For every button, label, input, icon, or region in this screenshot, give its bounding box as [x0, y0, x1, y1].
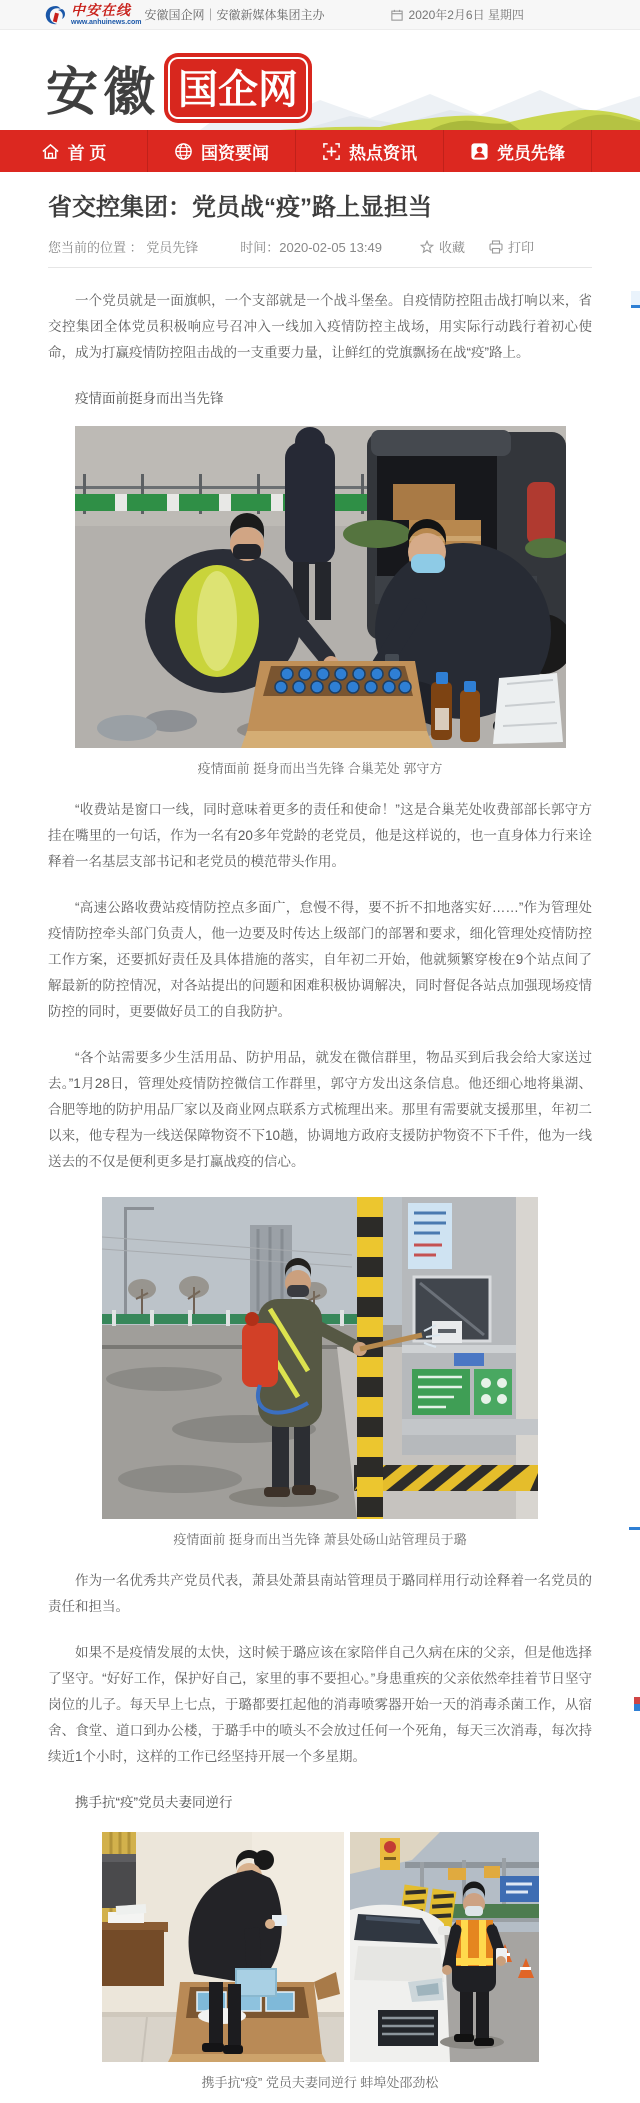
- paragraph-6: 如果不是疫情发展的太快，这时候于璐应该在家陪伴自己久病在床的父亲，但是他选择了坚守。“好好工作，保护好自己，家里的事不要担心。”身患重疾的父亲依然牵挂着节日坚守岗位的儿子。每天早上七点，于璐都要扛起他的消毒喷雾器开始一天的消毒杀菌工作，从宿舍、食堂、道口到办公楼，于璐手中的喷头不会放过任何一个死角，每天三次消毒，每次持续近1个小时，这样的工作已经坚持开展一个多星期。: [48, 1645, 592, 1764]
- calendar-icon: [391, 9, 403, 21]
- section-subtitle-1: 疫情面前挺身而出当先锋: [75, 391, 224, 406]
- nav-item-partial[interactable]: [592, 130, 640, 172]
- nav-label: 党员先锋: [497, 143, 565, 163]
- party-member-icon: [470, 142, 489, 161]
- page-title: 省交控集团：党员战“疫”路上显担当: [48, 194, 432, 221]
- photo-3-figure: [102, 1832, 539, 2091]
- article-meta-bar: [48, 237, 592, 268]
- top-bar: [0, 0, 640, 30]
- article-container: [0, 192, 640, 2091]
- logo-url: www.anhuinews.com: [71, 19, 142, 26]
- globe-icon: [174, 142, 193, 161]
- nav-item-party-pioneer[interactable]: [444, 130, 592, 172]
- floating-widget-partial-top[interactable]: [631, 291, 640, 308]
- breadcrumb-label: 您当前的位置 ：: [48, 240, 143, 255]
- publish-time: 时间：2020-02-05 13:49: [240, 240, 382, 255]
- printer-icon: [489, 240, 503, 254]
- anhuinews-swoosh-icon: [44, 4, 68, 26]
- logo-text: 中安在线: [71, 2, 131, 18]
- nav-item-hot-topics[interactable]: [296, 130, 444, 172]
- section-subtitle-2: 携手抗“疫”党员夫妻同逆行: [75, 1795, 233, 1810]
- site-logo[interactable]: [44, 3, 142, 26]
- paragraph-4: “各个站需要多少生活用品、防护用品，就发在微信群里，物品买到后我会给大家送过去。”1月28日，管理处疫情防控微信工作群里，郭守方发出这条信息。他还细心地将巢湖、合肥等地的防护用品厂家以及商业网点联系方式梳理出来。那里有需要就支援那里，年初二以来，他专程为一线送保障物资不下10趟，协调地方政府支援防护物资不下千件，他为一线送去的不仅是便利更多是打赢战疫的信心。: [48, 1050, 592, 1169]
- paragraph-1: 一个党员就是一面旗帜，一个支部就是一个战斗堡垒。自疫情防控阻击战打响以来，省交控集团全体党员积极响应号召冲入一线加入疫情防控主战场，用实际行动践行着初心使命，成为打赢疫情防控阻击战的一支重要力量，让鲜红的党旗飘扬在战“疫”路上。: [48, 293, 592, 360]
- paragraph-2: “收费站是窗口一线，同时意味着更多的责任和使命！”这是合巢芜处收费部部长郭守方挂在嘴里的一句话，作为一名有20多年党龄的老党员，他是这样说的，也一直身体力行来诠释着一名基层支部书记和老党员的模范带头作用。: [48, 802, 592, 869]
- main-nav: [0, 130, 640, 172]
- paragraph-5: 作为一名优秀共产党员代表，萧县处萧县南站管理员于璐同样用行动诠释着一名党员的责任和担当。: [48, 1573, 592, 1614]
- photo-2-figure: [102, 1197, 538, 1548]
- collect-button[interactable]: 收藏: [420, 237, 465, 256]
- photo-1-figure: [75, 426, 566, 777]
- banner-region-title: 安徽: [46, 65, 161, 122]
- site-banner: [0, 30, 640, 130]
- nav-item-state-news[interactable]: [148, 130, 296, 172]
- site-label: 安徽国企网｜安徽新媒体集团主办: [144, 8, 325, 22]
- nav-label: 首 页: [67, 143, 107, 163]
- date-text: 2020年2月6日 星期四: [408, 8, 524, 22]
- paragraph-3: “高速公路收费站疫情防控点多面广，怠慢不得，要不折不扣地落实好……”作为管理处疫情防控牵头部门负责人，他一边要及时传达上级部门的部署和要求，细化管理处疫情防控工作方案，还要抓好责任及具体措施的落实，自年初二开始，他就频繁穿梭在9个站点间了解最新的防控情况，对各站提出的问题和困难积极协调解决，同时督促各站点加强现场疫情防控的同时，更要做好员工的自我防护。: [48, 900, 592, 1019]
- photo-1-caption: 疫情面前 挺身而出当先锋 合巢芜处 郭守方: [197, 761, 443, 776]
- print-button[interactable]: 打印: [489, 237, 534, 256]
- banner-badge: 国企网: [168, 57, 308, 119]
- photo-2-caption: 疫情面前 挺身而出当先锋 萧县处砀山站管理员于璐: [173, 1532, 467, 1547]
- photo-3-couple-composite: [102, 1832, 539, 2062]
- photo-2-disinfecting-toll-booth: [102, 1197, 538, 1519]
- star-icon: [420, 240, 434, 254]
- floating-widget-partial-middle[interactable]: [629, 1527, 640, 1530]
- hot-topics-icon: [322, 142, 341, 161]
- breadcrumb-category-link[interactable]: 党员先锋: [146, 240, 199, 255]
- photo-1-unloading-supplies: [75, 426, 566, 748]
- nav-label: 热点资讯: [349, 143, 417, 163]
- photo-3-caption: 携手抗“疫” 党员夫妻同逆行 蚌埠处邵劲松: [201, 2075, 439, 2090]
- nav-item-home[interactable]: [0, 130, 148, 172]
- home-icon: [41, 142, 60, 161]
- date-display: [391, 6, 524, 23]
- floating-widget-partial-lower[interactable]: [634, 1697, 640, 1711]
- nav-label: 国资要闻: [201, 143, 269, 163]
